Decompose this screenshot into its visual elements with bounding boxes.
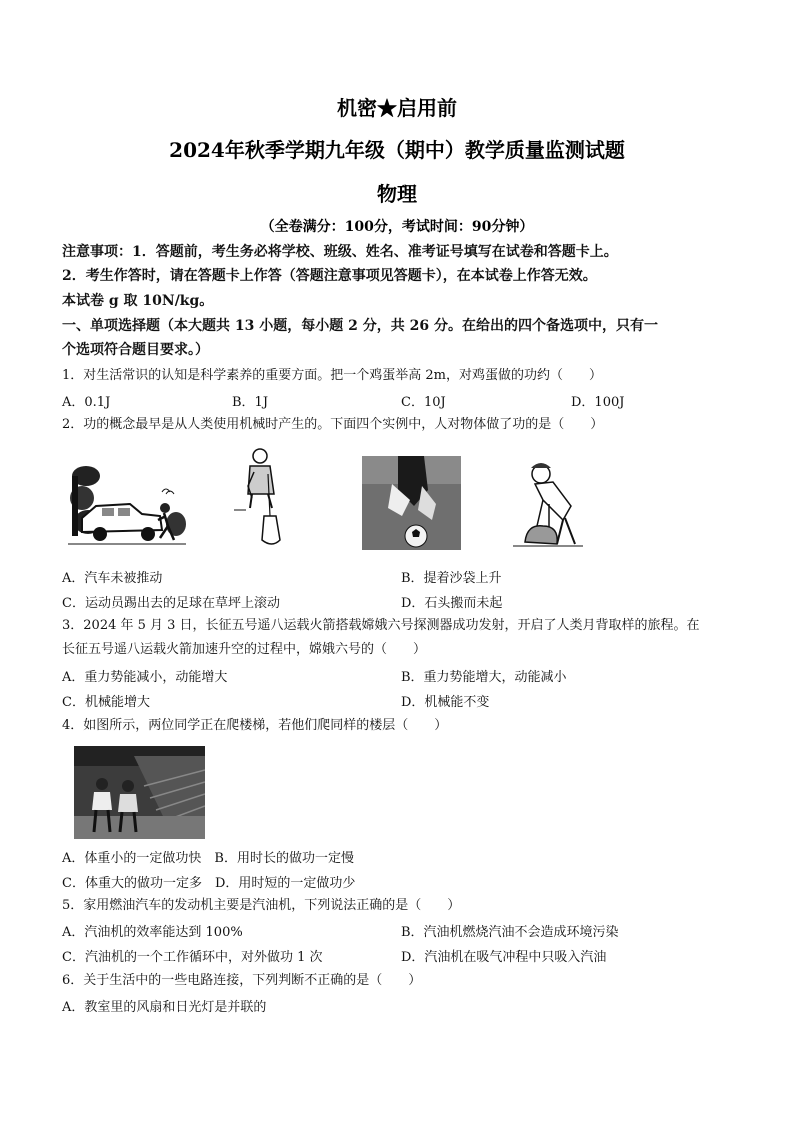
secret-label: 机密★启用前 [337, 96, 457, 120]
q5-option-a: A．汽油机的效率能达到 100% [62, 925, 243, 940]
q3-option-b: B．重力势能增大，动能减小 [401, 670, 567, 685]
lifting-bag-illustration [228, 446, 288, 550]
q6-option-a: A．教室里的风扇和日光灯是并联的 [62, 1000, 267, 1015]
q5-option-d: D．汽油机在吸气冲程中只吸入汽油 [401, 950, 607, 965]
q3-option-c: C．机械能增大 [62, 695, 150, 710]
q2-stem: 2．功的概念最早是从人类使用机械时产生的。下面四个实例中，人对物体做了功的是（ ） [62, 417, 604, 432]
q3-stem-line-1: 3．2024 年 5 月 3 日，长征五号遥八运载火箭搭载嫦娥六号探测器成功发射，开启了人类月背取样的旅程。在 [62, 618, 700, 633]
football-photo [362, 456, 461, 550]
section1-heading-1: 一、单项选择题（本大题共 13 小题，每小题 2 分，共 26 分。在给出的四个备选项中，只有一 [62, 318, 658, 334]
notes-line-2: 2．考生作答时，请在答题卡上作答（答题注意事项见答题卡），在本试卷上作答无效。 [62, 268, 597, 284]
subject-title: 物理 [377, 182, 417, 206]
q6-stem: 6．关于生活中的一些电路连接，下列判断不正确的是（ ） [62, 973, 422, 988]
q1-stem: 1．对生活常识的认知是科学素养的重要方面。把一个鸡蛋举高 2m，对鸡蛋做的功约（ ） [62, 368, 603, 383]
exam-title: 2024年秋季学期九年级（期中）教学质量监测试题 [169, 138, 625, 162]
stairs-photo [74, 746, 205, 839]
q3-stem-line-2: 长征五号遥八运载火箭加速升空的过程中，嫦娥六号的（ ） [62, 642, 427, 657]
q2-option-c: C．运动员踢出去的足球在草坪上滚动 [62, 596, 280, 611]
notes-line-1: 注意事项：1．答题前，考生务必将学校、班级、姓名、准考证号填写在试卷和答题卡上。 [62, 244, 618, 260]
q3-option-a: A．重力势能减小，动能增大 [62, 670, 228, 685]
q2-option-d: D．石头搬而未起 [401, 596, 503, 611]
notes-line-3: 本试卷 g 取 10N/kg。 [62, 293, 214, 309]
q1-option-a: A．0.1J [62, 395, 111, 410]
car-push-illustration [68, 448, 186, 550]
section1-heading-2: 个选项符合题目要求。） [62, 342, 209, 358]
lifting-stone-illustration [513, 460, 583, 552]
q3-option-d: D．机械能不变 [401, 695, 490, 710]
q2-option-b: B．提着沙袋上升 [401, 571, 502, 586]
q2-option-a: A．汽车未被推动 [62, 571, 163, 586]
exam-meta: （全卷满分：100分，考试时间：90分钟） [260, 219, 534, 235]
q1-option-c: C．10J [401, 395, 446, 410]
q1-option-d: D．100J [571, 395, 625, 410]
q4-options-cd: C．体重大的做功一定多 D．用时短的一定做功少 [62, 876, 356, 891]
q1-option-b: B．1J [232, 395, 269, 410]
q5-stem: 5．家用燃油汽车的发动机主要是汽油机，下列说法正确的是（ ） [62, 898, 461, 913]
q5-option-c: C．汽油机的一个工作循环中，对外做功 1 次 [62, 950, 323, 965]
q4-stem: 4．如图所示，两位同学正在爬楼梯，若他们爬同样的楼层（ ） [62, 718, 448, 733]
q4-options-ab: A．体重小的一定做功快 B．用时长的做功一定慢 [62, 851, 354, 866]
q5-option-b: B．汽油机燃烧汽油不会造成环境污染 [401, 925, 619, 940]
